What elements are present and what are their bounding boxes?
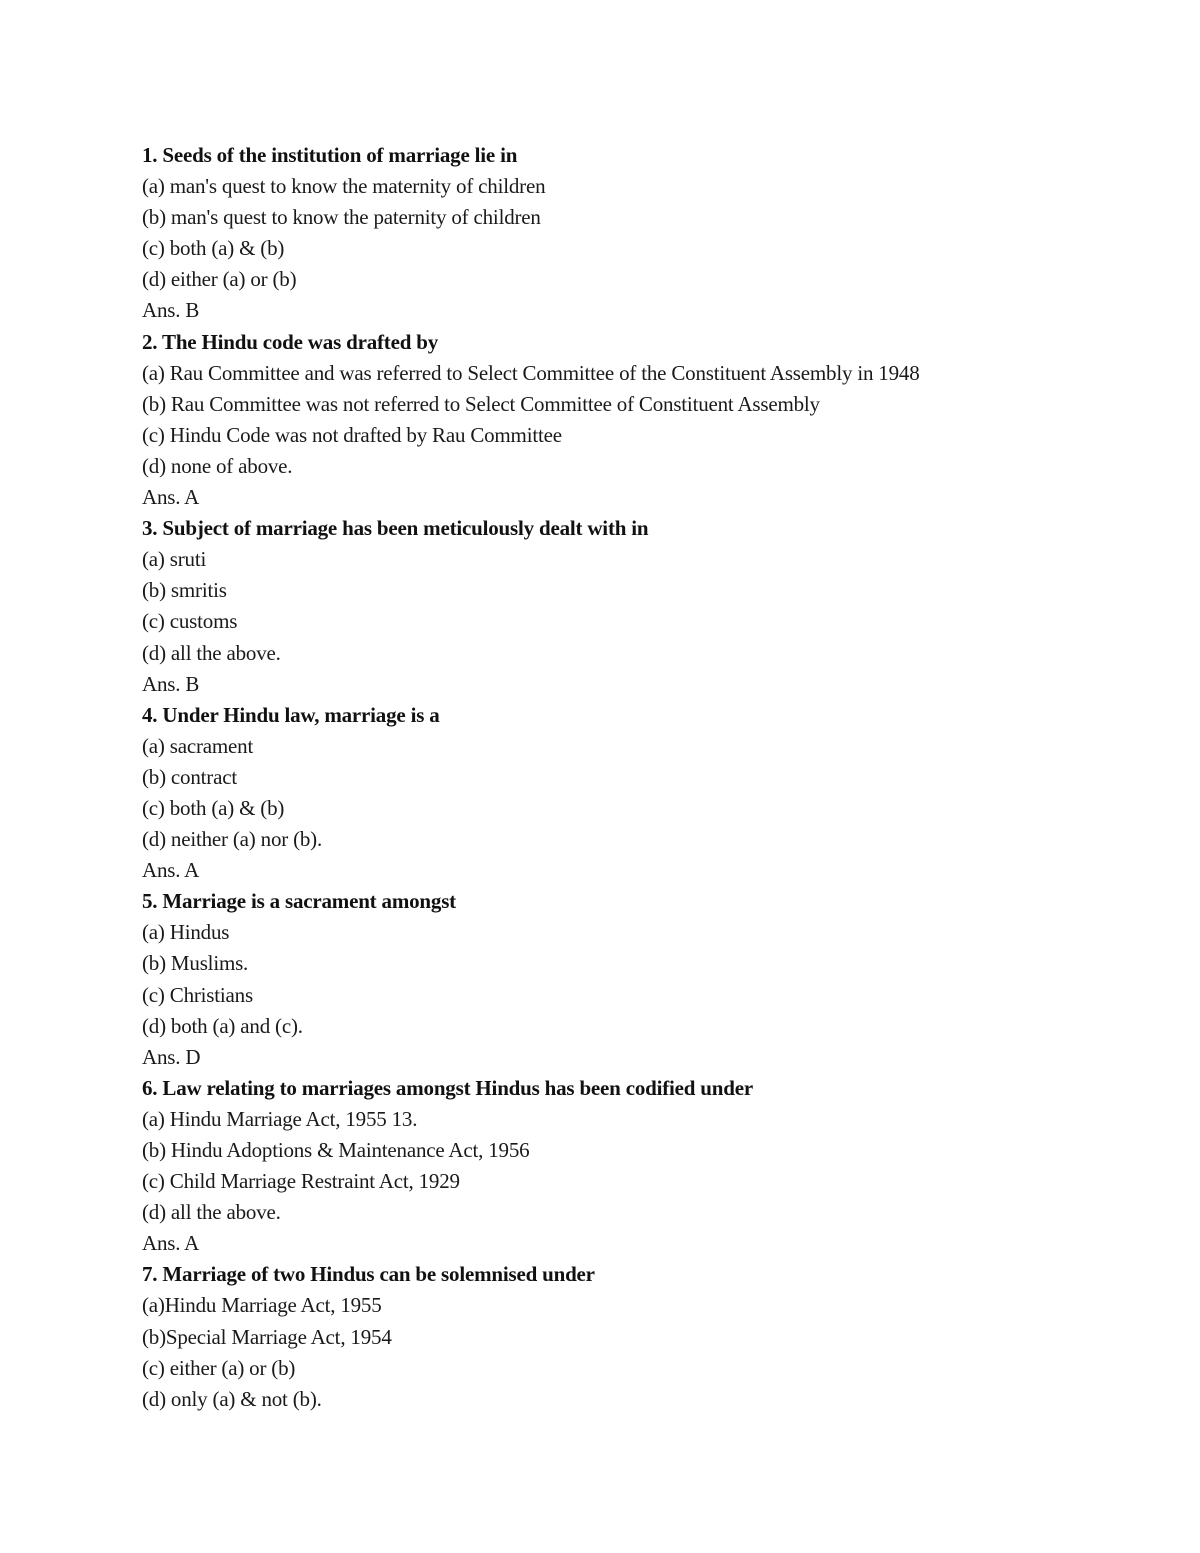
question-1: 1. Seeds of the institution of marriage lie in — [142, 143, 518, 167]
question-5-option-a: (a) Hindus — [142, 920, 230, 945]
question-5-option-d: (d) both (a) and (c). — [142, 1013, 303, 1038]
question-7-option-d: (d) only (a) & not (b). — [142, 1386, 322, 1411]
question-1-option-b: (b) man's quest to know the paternity of children — [142, 205, 541, 230]
question-4-option-d: (d) neither (a) nor (b). — [142, 827, 323, 852]
question-4: 4. Under Hindu law, marriage is a — [142, 702, 440, 727]
question-5-option-c: (c) Christians — [142, 982, 253, 1007]
question-4-option-b: (b) contract — [142, 764, 237, 789]
question-4-option-c: (c) both (a) & (b) — [142, 795, 285, 820]
question-3-option-a: (a) sruti — [142, 547, 207, 572]
question-1-option-d: (d) either (a) or (b) — [142, 267, 297, 292]
question-3-option-d: (d) all the above. — [142, 640, 281, 665]
question-6-option-a: (a) Hindu Marriage Act, 1955 13. — [142, 1106, 418, 1131]
question-7: 7. Marriage of two Hindus can be solemnised under — [142, 1262, 595, 1287]
question-2-option-c: (c) Hindu Code was not drafted by Rau Committee — [142, 422, 562, 447]
question-3: 3. Subject of marriage has been meticulously dealt with in — [142, 516, 649, 541]
question-1-option-c: (c) both (a) & (b) — [142, 236, 285, 261]
question-7-option-c: (c) either (a) or (b) — [142, 1355, 296, 1380]
question-6-answer: Ans. A — [142, 1231, 200, 1256]
question-2-option-a: (a) Rau Committee and was referred to Select Committee of the Constituent Assembly in 1948 — [142, 360, 920, 385]
question-7-option-a: (a)Hindu Marriage Act, 1955 — [142, 1293, 382, 1318]
question-1-answer: Ans. B — [142, 298, 200, 323]
question-3-option-b: (b) smritis — [142, 578, 227, 603]
question-6: 6. Law relating to marriages amongst Hindus has been codified under — [142, 1075, 753, 1100]
question-3-answer: Ans. B — [142, 671, 200, 696]
question-3-option-c: (c) customs — [142, 609, 238, 634]
question-6-option-b: (b) Hindu Adoptions & Maintenance Act, 1956 — [142, 1138, 530, 1162]
question-4-option-a: (a) sacrament — [142, 733, 254, 758]
question-2-answer: Ans. A — [142, 485, 200, 510]
document-page — [142, 140, 1142, 1415]
question-7-option-b: (b)Special Marriage Act, 1954 — [142, 1324, 392, 1349]
question-6-option-c: (c) Child Marriage Restraint Act, 1929 — [142, 1169, 460, 1194]
question-2-option-d: (d) none of above. — [142, 453, 293, 478]
question-4-answer: Ans. A — [142, 858, 200, 883]
question-2: 2. The Hindu code was drafted by — [142, 329, 439, 354]
question-2-option-b: (b) Rau Committee was not referred to Select Committee of Constituent Assembly — [142, 391, 820, 416]
question-5-option-b: (b) Muslims. — [142, 951, 249, 976]
question-1-option-a: (a) man's quest to know the maternity of children — [142, 174, 546, 199]
question-5-answer: Ans. D — [142, 1044, 201, 1069]
question-6-option-d: (d) all the above. — [142, 1200, 281, 1225]
question-5: 5. Marriage is a sacrament amongst — [142, 889, 456, 914]
